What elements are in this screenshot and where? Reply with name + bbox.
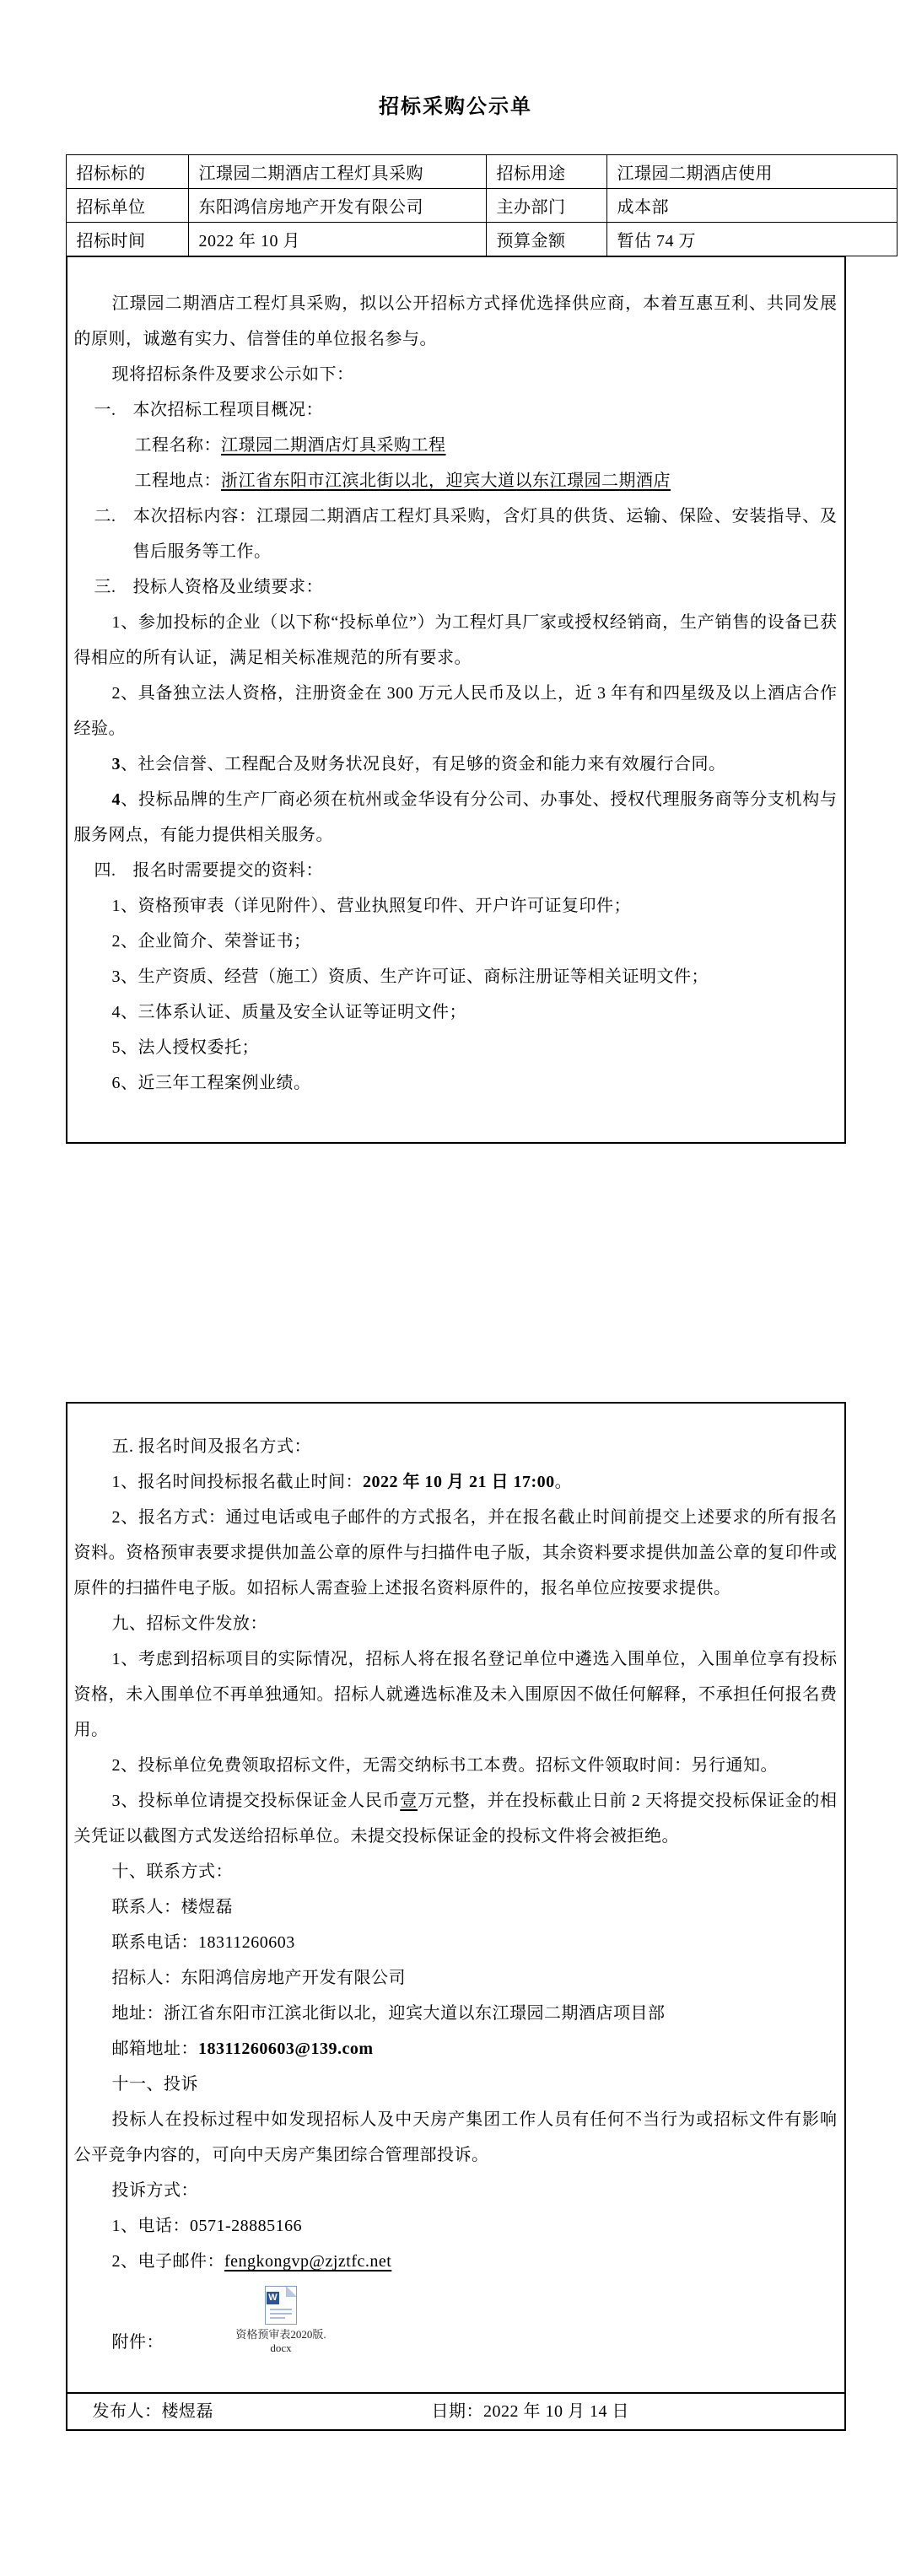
text-segment: 九、招标文件发放： — [111, 1614, 267, 1633]
text-line — [74, 286, 838, 357]
text-segment: 本次招标工程项目概况： — [132, 401, 323, 419]
text-segment: 联系电话：18311260603 — [111, 1933, 295, 1952]
table-label-cell: 主办部门 — [486, 189, 606, 223]
text-line — [74, 782, 838, 853]
doc-text-line — [270, 2313, 292, 2315]
text-segment: 2022 年 10 月 21 日 17:00 — [363, 1473, 555, 1491]
notice-body-section-2 — [66, 1402, 846, 2394]
text-line — [94, 569, 838, 605]
text-segment: 1、电话：0571-28885166 — [111, 2217, 303, 2235]
text-segment: 4、三体系认证、质量及安全认证等证明文件； — [111, 1003, 466, 1021]
text-line — [74, 1748, 838, 1783]
text-segment: 1、报名时间投标报名截止时间： — [111, 1473, 363, 1491]
text-line — [74, 605, 838, 676]
attachment-filename-line2: docx — [270, 2342, 292, 2354]
text-segment: 18311260603@139.com — [198, 2040, 374, 2058]
text-line — [135, 463, 838, 498]
text-segment: 2、具备独立法人资格，注册资金在 300 万元人民币及以上，近 3 年有和四星级及以上酒店合作经验。 — [73, 684, 838, 738]
doc-text-line — [270, 2309, 292, 2310]
text-segment: 。 — [554, 1473, 573, 1491]
text-segment: 五. 报名时间及报名方式： — [111, 1437, 311, 1456]
text-segment: 2、企业简介、荣誉证书； — [111, 932, 311, 951]
text-segment: 1、考虑到招标项目的实际情况，招标人将在报名登记单位中遴选入围单位，入围单位享有投标资格，未入围单位不再单独通知。招标人就遴选标准及未入围原因不做任何解释，不承担任何报名费用。 — [73, 1650, 838, 1739]
text-line — [74, 1606, 838, 1641]
table-label-cell: 招标标的 — [66, 155, 188, 189]
text-segment: 3、投标单位请提交投标保证金人民币 — [111, 1792, 401, 1810]
text-segment: 工程名称： — [134, 436, 221, 455]
text-segment: 报名时需要提交的资料： — [132, 861, 323, 880]
text-line — [74, 2244, 838, 2279]
text-line — [74, 1889, 838, 1925]
table-row — [66, 155, 897, 189]
text-segment: 万元整，并在投标截止日前 2 天将提交投标保证金的相关凭证以截图方式发送给招标单位。未提交投标保证金的投标文件将会被拒绝。 — [73, 1792, 838, 1846]
text-segment: 4 — [111, 790, 121, 809]
section-number: 二. — [94, 507, 116, 525]
text-segment: 3 — [111, 755, 121, 773]
text-line — [94, 853, 838, 888]
date-field — [432, 2394, 630, 2429]
text-segment: 6、近三年工程案例业绩。 — [111, 1074, 311, 1092]
text-line — [74, 2208, 838, 2244]
text-line — [74, 1500, 838, 1606]
text-segment: 5、法人授权委托； — [111, 1038, 259, 1057]
table-value-cell: 成本部 — [606, 189, 897, 223]
text-segment: 1、资格预审表（详见附件）、营业执照复印件、开户许可证复印件； — [111, 897, 631, 915]
section-number: 一. — [94, 401, 116, 419]
word-w-badge: W — [267, 2292, 279, 2304]
text-segment: 现将招标条件及要求公示如下： — [111, 365, 354, 384]
text-line — [94, 392, 838, 428]
text-segment: 2、电子邮件： — [111, 2252, 224, 2271]
word-docx-icon[interactable] — [265, 2286, 297, 2325]
text-segment: 投标人在投标过程中如发现招标人及中天房产集团工作人员有任何不当行为或招标文件有影响公平竞争内容的，可向中天房产集团综合管理部投诉。 — [73, 2110, 838, 2164]
text-line — [74, 1960, 838, 1996]
text-segment: 工程地点： — [134, 472, 221, 490]
section-number: 四. — [94, 861, 116, 880]
table-row — [66, 189, 897, 223]
table-value-cell: 江璟园二期酒店使用 — [606, 155, 897, 189]
text-line — [74, 1429, 838, 1464]
document-content — [66, 154, 846, 2431]
page-fold-corner — [286, 2287, 296, 2297]
text-line — [74, 1854, 838, 1889]
table-value-cell: 东阳鸿信房地产开发有限公司 — [188, 189, 486, 223]
attachment-file[interactable] — [218, 2286, 344, 2355]
text-line — [74, 994, 838, 1030]
publisher-label: 发布人： — [92, 2402, 162, 2421]
text-line — [135, 428, 838, 463]
text-segment: 江璟园二期酒店工程灯具采购，拟以公开招标方式择优选择供应商，本着互惠互利、共同发展的原则，诚邀有实力、信誉佳的单位报名参与。 — [73, 294, 838, 348]
tender-info-table — [66, 154, 898, 256]
date-value: 2022 年 10 月 14 日 — [483, 2402, 629, 2421]
text-segment: 江璟园二期酒店灯具采购工程 — [221, 436, 446, 455]
attachment-row — [112, 2286, 838, 2355]
attachment-filename-line1: 资格预审表2020版. — [235, 2328, 326, 2341]
text-segment: 地址：浙江省东阳市江滨北街以北，迎宾大道以东江璟园二期酒店项目部 — [111, 2004, 666, 2023]
text-segment: 2、报名方式：通过电话或电子邮件的方式报名，并在报名截止时间前提交上述要求的所有报名资料。资格预审表要求提供加盖公章的原件与扫描件电子版，其余资料要求提供加盖公章的复印件或原件的扫描件电子版。如招标人需查验上述报名资料原件的，报名单位应按要求提供。 — [73, 1508, 838, 1598]
text-segment: 招标人：东阳鸿信房地产开发有限公司 — [111, 1969, 406, 1987]
text-segment: 投诉方式： — [111, 2181, 198, 2200]
text-segment: 投标人资格及业绩要求： — [132, 578, 323, 596]
attachment-label: 附件： — [111, 2333, 164, 2352]
text-line — [74, 1996, 838, 2031]
date-label: 日期： — [431, 2402, 483, 2421]
table-value-cell: 江璟园二期酒店工程灯具采购 — [188, 155, 486, 189]
footer-row — [66, 2392, 846, 2431]
publisher-name: 楼煜磊 — [161, 2402, 213, 2421]
notice-body-section-1 — [66, 256, 846, 1144]
email-link[interactable]: fengkongvp@zjztfc.net — [224, 2252, 392, 2271]
text-line — [74, 1065, 838, 1101]
text-line — [74, 888, 838, 924]
text-line — [74, 1030, 838, 1065]
page-title: 招标采购公示单 — [379, 96, 532, 118]
text-line — [74, 2031, 838, 2067]
text-segment: 联系人：楼煜磊 — [111, 1898, 233, 1916]
text-line — [74, 676, 838, 746]
section-number: 三. — [94, 578, 116, 596]
text-segment: 浙江省东阳市江滨北街以北，迎宾大道以东江璟园二期酒店 — [221, 472, 671, 490]
text-segment: 邮箱地址： — [111, 2040, 198, 2058]
text-line — [74, 2173, 838, 2208]
text-segment: 、社会信誉、工程配合及财务状况良好，有足够的资金和能力来有效履行合同。 — [121, 755, 726, 773]
notice-body-lines — [74, 1429, 838, 2279]
text-segment: 2、投标单位免费领取招标文件，无需交纳标书工本费。招标文件领取时间：另行通知。 — [111, 1756, 778, 1775]
text-segment: 壹 — [400, 1792, 418, 1810]
text-line — [74, 1641, 838, 1748]
table-value-cell: 暂估 74 万 — [606, 223, 897, 256]
text-segment: 3、生产资质、经营（施工）资质、生产许可证、商标注册证等相关证明文件； — [111, 967, 709, 986]
text-segment: 、投标品牌的生产厂商必须在杭州或金华设有分公司、办事处、授权代理服务商等分支机构与服务网点，有能力提供相关服务。 — [73, 790, 838, 844]
text-line — [74, 2067, 838, 2102]
text-line — [74, 357, 838, 392]
text-segment: 十一、投诉 — [111, 2075, 198, 2094]
doc-text-line — [270, 2317, 285, 2319]
text-segment: 本次招标内容：江璟园二期酒店工程灯具采购，含灯具的供货、运输、保险、安装指导、及售后服务等工作。 — [132, 507, 838, 561]
table-label-cell: 预算金额 — [486, 223, 606, 256]
publisher-field — [93, 2394, 214, 2429]
text-line — [74, 924, 838, 959]
text-line — [74, 1925, 838, 1960]
table-label-cell: 招标单位 — [66, 189, 188, 223]
text-segment: 十、联系方式： — [111, 1862, 233, 1881]
table-label-cell: 招标时间 — [66, 223, 188, 256]
text-line — [94, 498, 838, 569]
text-line — [74, 959, 838, 994]
table-label-cell: 招标用途 — [486, 155, 606, 189]
text-line — [74, 2102, 838, 2173]
text-segment: 1、参加投标的企业（以下称“投标单位”）为工程灯具厂家或授权经销商，生产销售的设备已获得相应的所有认证，满足相关标准规范的所有要求。 — [73, 613, 838, 667]
table-value-cell: 2022 年 10 月 — [188, 223, 486, 256]
text-line — [74, 1783, 838, 1854]
text-line — [74, 746, 838, 782]
text-line — [74, 1464, 838, 1500]
table-row — [66, 223, 897, 256]
